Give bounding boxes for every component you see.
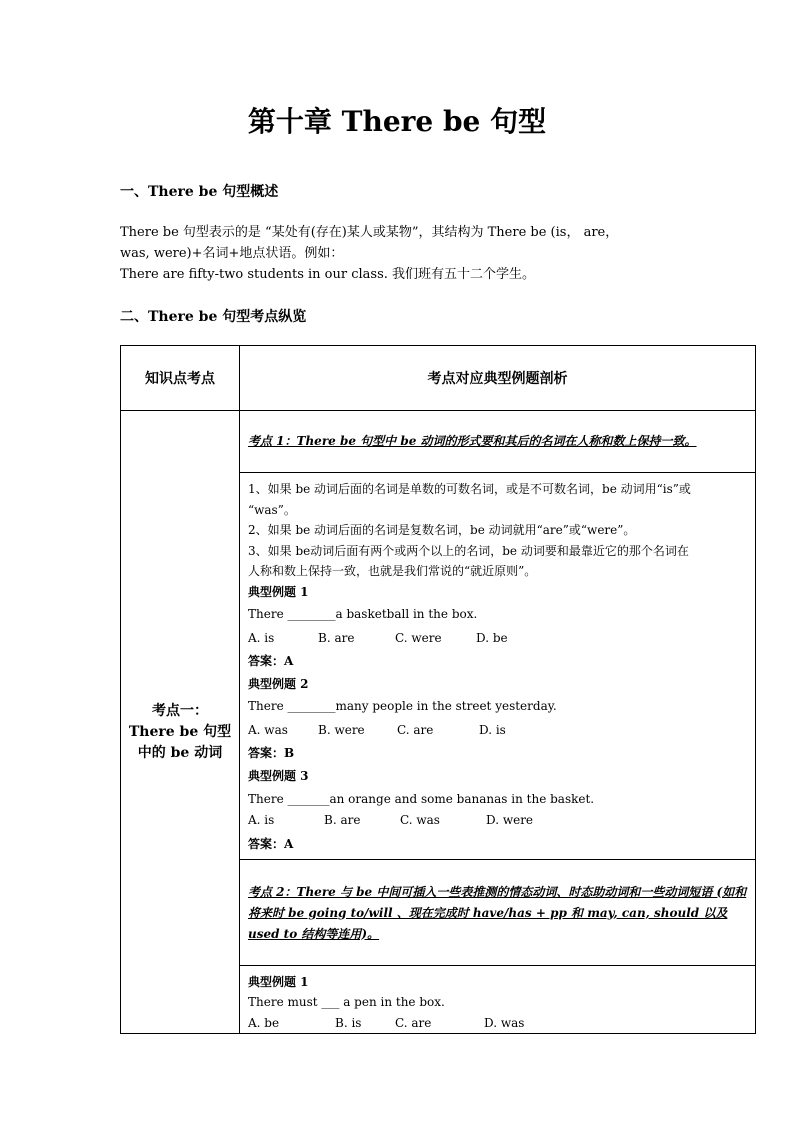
option: B. are <box>318 630 355 645</box>
example-question: There _______an orange and some bananas in the basket. <box>248 792 595 806</box>
example-options <box>248 1013 747 1034</box>
option: A. be <box>248 1015 280 1030</box>
knowledge-table <box>120 345 756 1034</box>
option: D. be <box>476 630 508 645</box>
option: D. is <box>479 722 506 737</box>
example-answer: 答案：B <box>248 746 295 760</box>
option: D. was <box>484 1015 525 1030</box>
example-options <box>248 628 747 649</box>
rule-line: 人称和数上保持一致，也就是我们常说的“就近原则”。 <box>248 564 537 578</box>
col2-header: 考点对应典型例题剖析 <box>240 346 756 411</box>
rule-line: 2、如果 be 动词后面的名词是复数名词，be 动词就用“are”或“were”。 <box>248 523 636 537</box>
topic1-line: 中的 be 动词 <box>137 744 223 761</box>
example-options <box>248 810 747 831</box>
point1-heading: 考点 1：There be 句型中 be 动词的形式要和其后的名词在人称和数上保持一致。 <box>240 411 756 473</box>
section2-heading: 二、There be 句型考点纵览 <box>120 309 307 325</box>
option: C. are <box>397 722 434 737</box>
example-label: 典型例题 1 <box>248 974 309 989</box>
example-label: 典型例题 3 <box>248 768 309 783</box>
para-line: There be 句型表示的是 “某处有(存在)某人或某物”，其结构为 There be (is， are， <box>120 225 619 240</box>
para-line: There are fifty-two students in our class. 我们班有五十二个学生。 <box>120 267 536 282</box>
option: C. are <box>395 1015 432 1030</box>
example-answer: 答案：A <box>248 654 294 668</box>
example-question: There ________a basketball in the box. <box>248 607 478 621</box>
rule-line: 3、如果 be动词后面有两个或两个以上的名词，be 动词要和最靠近它的那个名词在 <box>248 543 689 558</box>
option: B. were <box>318 722 365 737</box>
section1-paragraph <box>120 222 690 285</box>
topic1-line: 考点一： <box>152 702 208 719</box>
page-title: 第十章 There be 句型 <box>247 105 547 138</box>
option: D. were <box>486 812 534 827</box>
option: B. are <box>324 812 361 827</box>
example-question: There must ___ a pen in the box. <box>248 995 445 1009</box>
rule-line: 1、如果 be 动词后面的名词是单数的可数名词，或是不可数名词，be 动词用“is”或 <box>248 482 691 496</box>
example-options <box>248 720 747 741</box>
option: A. is <box>248 812 275 827</box>
point2-heading: 考点 2：There 与 be 中间可插入一些表推测的情态动词、时态助动词和一些动词短语 (如和将来时 be going to/will 、现在完成时 have/has + pp 和 may, can, should 以及 used to 结构等连用)。 <box>240 859 756 965</box>
topic1-cell <box>121 411 240 1034</box>
para-line: was, were)+名词+地点状语。例如： <box>120 246 344 261</box>
option: C. were <box>395 630 442 645</box>
rule-line: “was”。 <box>248 502 296 517</box>
point1-content <box>240 473 756 860</box>
option: A. is <box>248 630 275 645</box>
example-answer: 答案：A <box>248 837 294 851</box>
point2-content <box>240 965 756 1034</box>
option: C. was <box>400 812 440 827</box>
option: A. was <box>248 722 288 737</box>
topic1-line: There be 句型 <box>128 723 232 740</box>
example-label: 典型例题 1 <box>248 584 309 599</box>
example-label: 典型例题 2 <box>248 676 309 691</box>
section1-heading: 一、There be 句型概述 <box>120 184 279 200</box>
col1-header: 知识点考点 <box>121 346 240 411</box>
option: B. is <box>335 1015 362 1030</box>
example-question: There ________many people in the street yesterday. <box>248 699 557 713</box>
